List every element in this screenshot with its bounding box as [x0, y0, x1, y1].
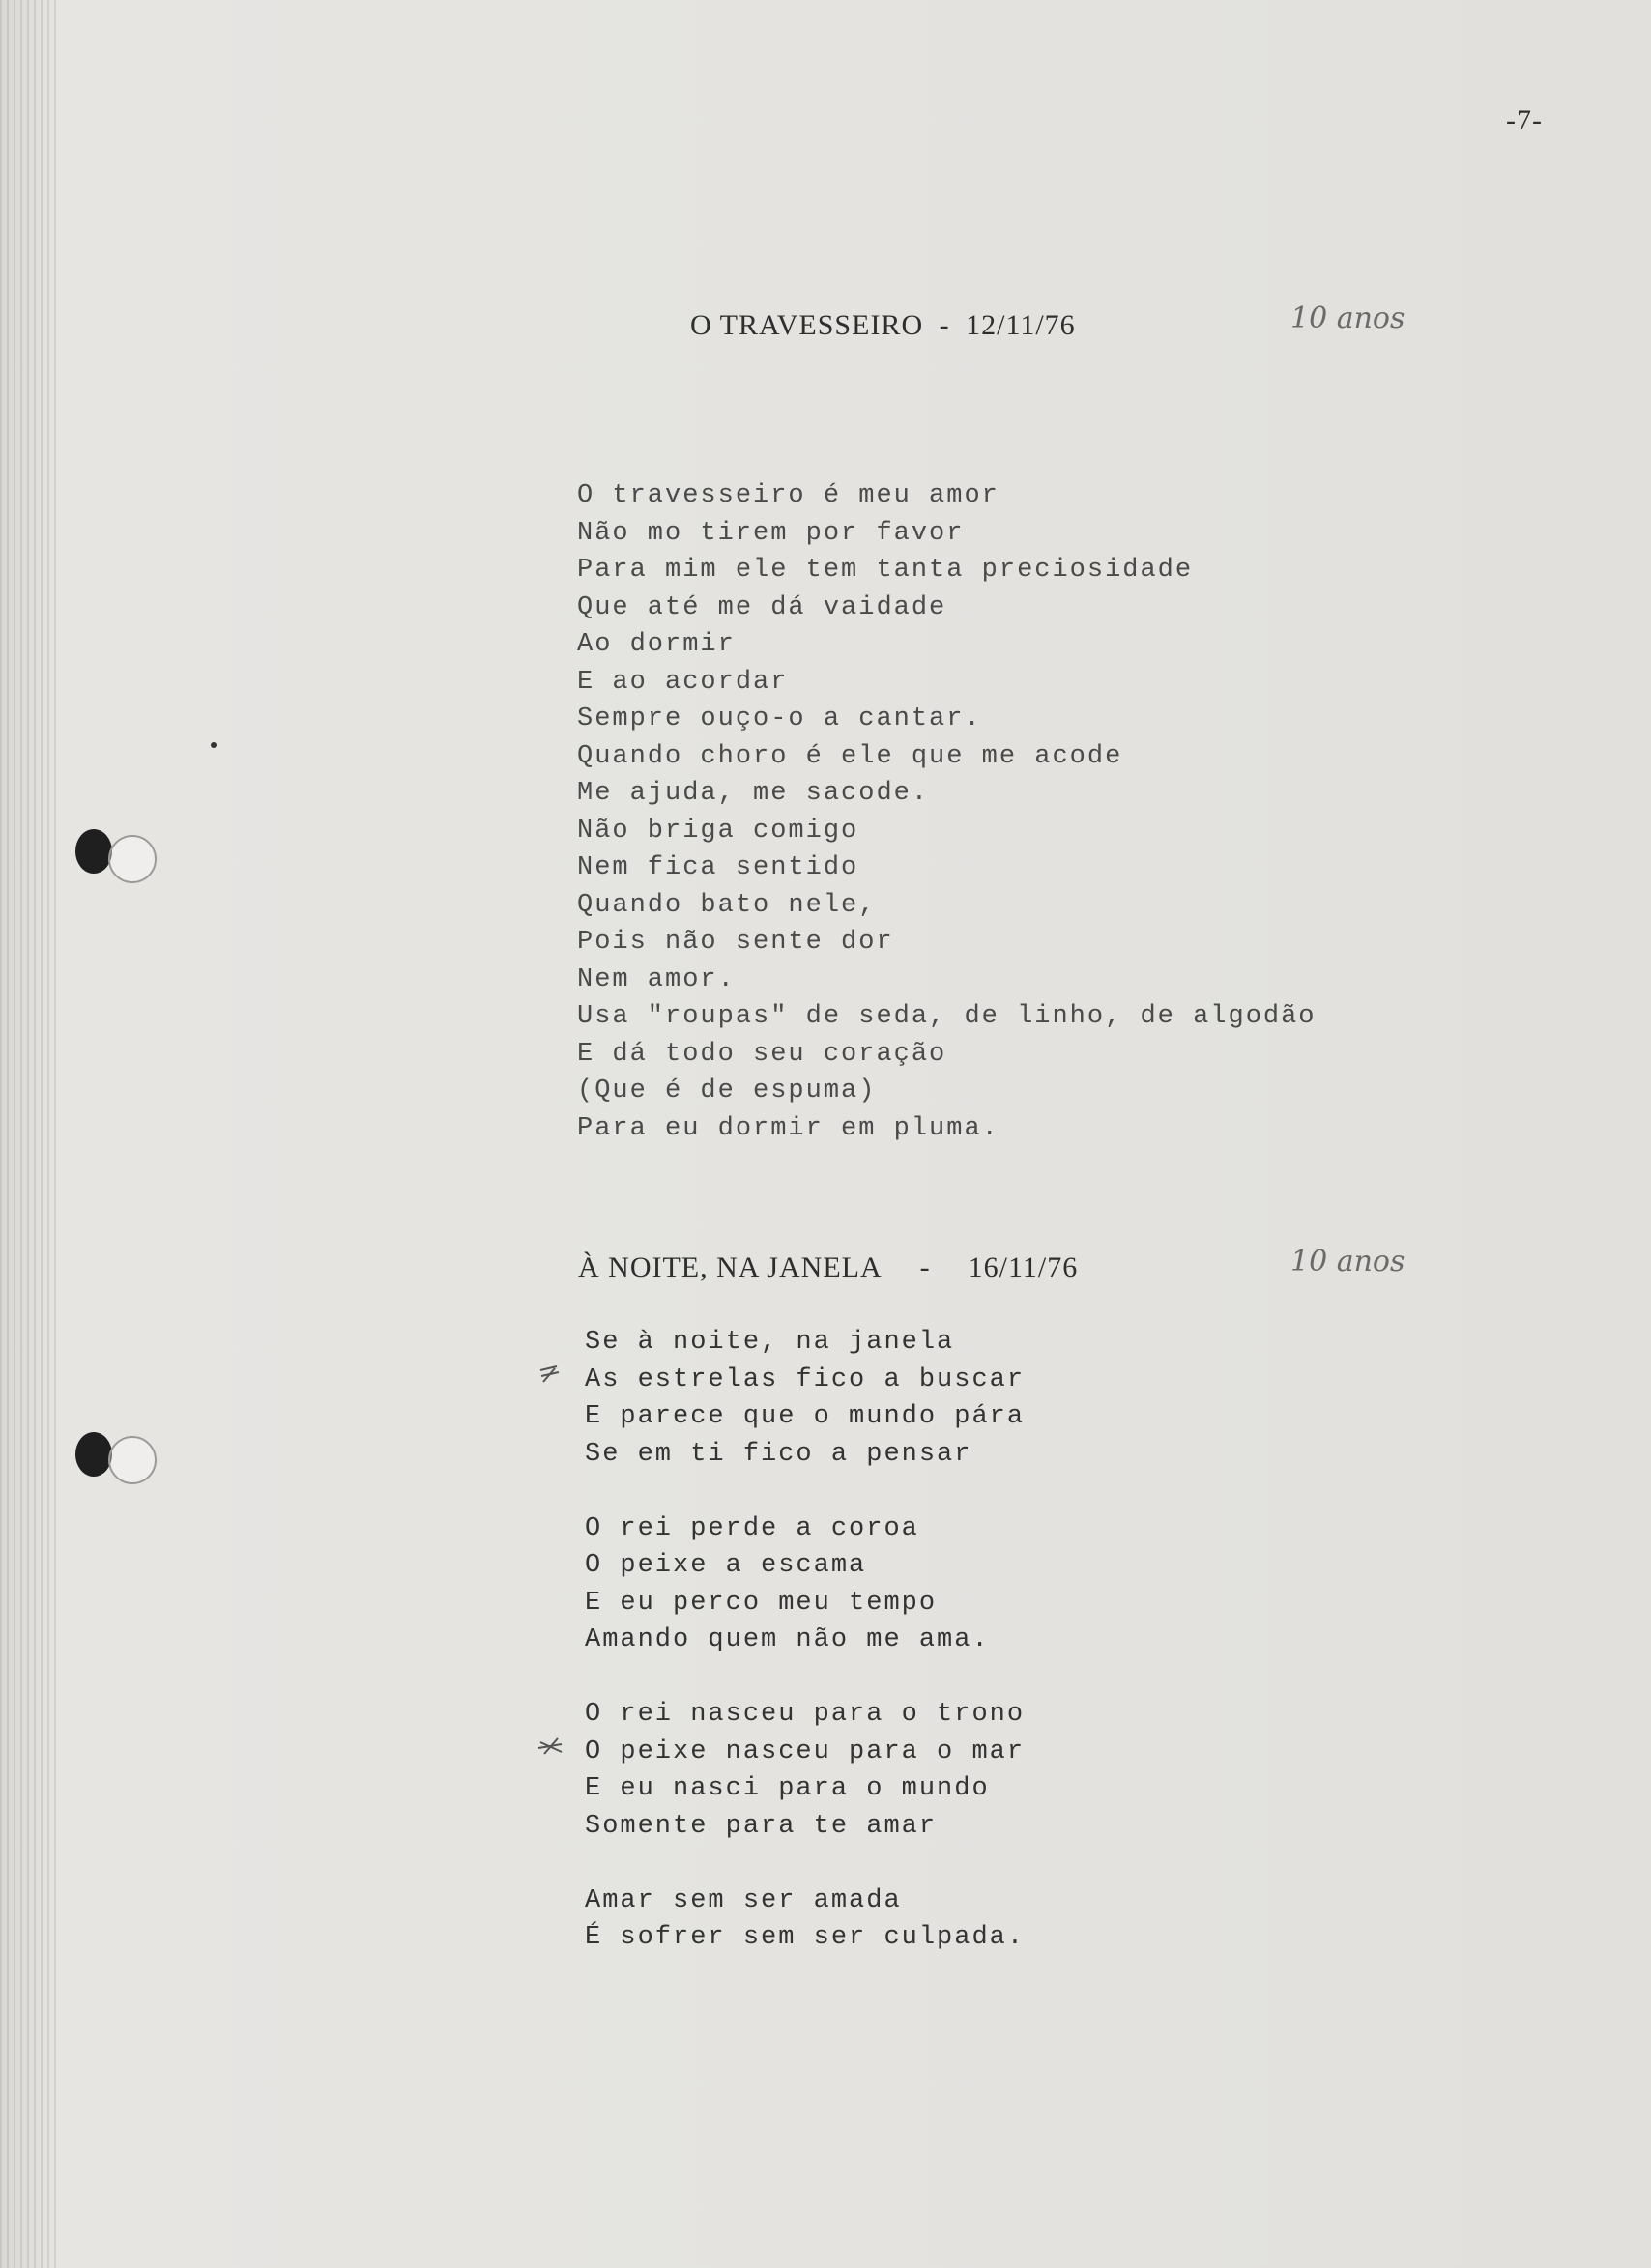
verse-line: O peixe nasceu para o mar — [585, 1737, 1026, 1766]
verse-line: É sofrer sem ser culpada. — [585, 1923, 1026, 1952]
verse-line: Pois não sente dor — [577, 928, 894, 957]
handwritten-note: 10 anos — [1290, 1245, 1405, 1278]
verse-line: E ao acordar — [577, 667, 789, 697]
pencil-check-mark-icon — [536, 1735, 565, 1767]
verse-line: Se em ti fico a pensar — [585, 1439, 972, 1469]
verse-line: Para mim ele tem tanta preciosidade — [577, 556, 1194, 585]
verse-line: Amar sem ser amada — [585, 1885, 902, 1915]
poem-title-header — [690, 309, 1076, 342]
verse-line: E parece que o mundo pára — [585, 1402, 1026, 1431]
verse-line: Me ajuda, me sacode. — [577, 779, 930, 808]
verse-line: Sempre ouço-o a cantar. — [577, 704, 982, 733]
verse-line: O rei nasceu para o trono — [585, 1700, 1026, 1729]
verse-line: E eu nasci para o mundo — [585, 1774, 990, 1803]
verse-line: (Que é de espuma) — [577, 1077, 877, 1105]
verse-line: E eu perco meu tempo — [585, 1588, 938, 1618]
verse-line: O travesseiro é meu amor — [577, 481, 999, 510]
verse-line: Se à noite, na janela — [585, 1328, 955, 1357]
verse-line: As estrelas fico a buscar — [585, 1364, 1026, 1394]
poem-title: O TRAVESSEIRO — [690, 309, 924, 341]
verse-line: Não mo tirem por favor — [577, 518, 965, 548]
verse-line: Nem fica sentido — [577, 853, 859, 882]
verse-line: Somente para te amar — [585, 1811, 938, 1841]
verse-line: Quando choro é ele que me acode — [577, 741, 1123, 771]
verse-line: Nem amor. — [577, 964, 736, 994]
ink-speck — [211, 742, 217, 748]
poem-title: À NOITE, NA JANELA — [578, 1251, 883, 1283]
verse-line: E dá todo seu coração — [577, 1039, 947, 1069]
poem-date: 16/11/76 — [968, 1251, 1079, 1283]
poem-date: 12/11/76 — [966, 309, 1076, 341]
pencil-check-mark-icon — [537, 1363, 563, 1395]
page-number: -7- — [1506, 104, 1543, 136]
verse-line: Ao dormir — [577, 630, 736, 659]
verse-line: Amando quem não me ama. — [585, 1625, 990, 1654]
punch-hole-icon — [75, 829, 112, 874]
verse-line: Que até me dá vaidade — [577, 592, 947, 622]
verse-line: Quando bato nele, — [577, 890, 877, 920]
poem-verse — [585, 1324, 1025, 1957]
title-separator: - — [939, 309, 950, 341]
verse-line: O rei perde a coroa — [585, 1513, 919, 1543]
verse-line: Não briga comigo — [577, 816, 859, 846]
poem-verse — [577, 477, 1317, 1147]
stanza-break — [585, 1845, 1025, 1882]
verse-line: O peixe a escama — [585, 1551, 867, 1580]
poem-title-header — [578, 1251, 1078, 1284]
verse-line: Para eu dormir em pluma. — [577, 1113, 999, 1143]
handwritten-note: 10 anos — [1290, 301, 1405, 335]
stanza-break — [585, 1473, 1025, 1510]
verse-line: Usa "roupas" de seda, de linho, de algodão — [577, 1002, 1317, 1031]
punch-hole-ring-icon — [108, 835, 157, 883]
punch-hole-icon — [75, 1432, 112, 1477]
punch-hole-ring-icon — [108, 1436, 157, 1484]
binding-edge — [0, 0, 60, 2268]
title-separator: - — [919, 1251, 931, 1283]
stanza-break — [585, 1659, 1025, 1697]
